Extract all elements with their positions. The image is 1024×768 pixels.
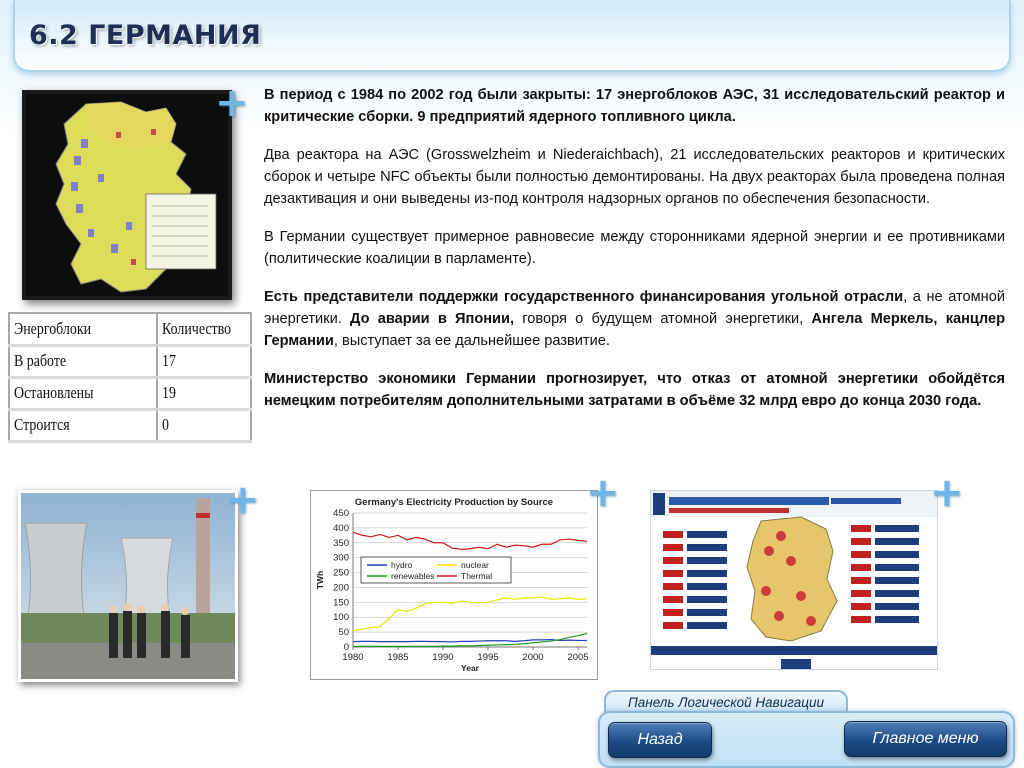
power-plant-illustration [21,493,235,679]
col-header-count: Количество [161,318,231,338]
back-button[interactable]: Назад [608,722,712,758]
text-segment: , а не атомной энергетики. [264,289,1005,327]
x-axis-label: Year [461,663,479,673]
y-tick-label: 300 [333,552,349,564]
y-axis-label: TWh [315,570,325,590]
navigation-panel-label: Панель Логической Навигации [604,690,848,714]
text-coal-support: Есть представители поддержки государственного финансирования угольной отрасли [264,289,904,305]
y-tick-label: 150 [333,597,349,609]
legend-label: hydro [391,560,413,570]
expand-npp-map-icon[interactable]: + [930,470,964,516]
y-tick-label: 50 [338,627,349,639]
paragraph-closures: В период с 1984 по 2002 год были закрыты: 17 энергоблоков АЭС, 31 исследовательский реактор и критические сборки. 9 предприятий ядерного топливного цикла. [264,87,1005,125]
page-title: 6.2 ГЕРМАНИЯ [29,20,262,51]
expand-map-icon[interactable]: + [215,80,249,126]
y-tick-label: 400 [333,522,349,534]
y-tick-label: 250 [333,567,349,579]
legend-label: Thermal [461,571,493,581]
x-tick-label: 2005 [567,652,589,663]
germany-map-image[interactable] [22,90,232,300]
x-tick-label: 1990 [432,652,454,663]
main-menu-button[interactable]: Главное меню [844,721,1007,757]
row-label-shutdown: Остановлены [14,383,94,402]
table-row [9,409,251,441]
paragraph-forecast: Министерство экономики Германии прогнозирует, что отказ от атомной энергетики обойдётся немецким потребителям дополнительными затратами в объёме 32 млрд евро до конца 2030 года. [264,371,1005,409]
x-tick-label: 1980 [342,652,364,663]
row-value-operating: 17 [161,351,176,370]
row-value-shutdown: 19 [161,383,176,402]
power-plant-photo[interactable] [18,490,238,682]
reactor-units-table [8,312,252,443]
table-row [9,345,251,377]
col-header-units: Энергоблоки [14,318,92,338]
paragraph-politics [264,286,1005,352]
germany-map-illustration [26,94,228,296]
x-tick-label: 1985 [387,652,409,663]
text-segment: , выступает за ее дальнейшее развитие. [333,333,610,349]
main-text-body [264,84,1005,428]
x-tick-label: 2000 [522,652,544,663]
row-value-under-construction: 0 [161,415,169,434]
y-tick-label: 350 [333,537,349,549]
text-before-japan: До аварии в Японии, [350,311,515,327]
nuclear-plants-map-illustration [651,491,938,670]
paragraph-decommissioning: Два реактора на АЭС (Grosswelzheim и Niederaichbach), 21 исследовательских реакторов и критических сборок и четыре NFC объекты были полностью демонтированы. На двух реакторах была проведена полная дезактивация и они выведены из-под контроля надзорных органов по обеспечения безопасности. [264,147,1005,207]
text-merkel: Ангела Меркель, канцлер Германии [264,311,1006,349]
table-row [9,377,251,409]
legend-label: nuclear [461,560,489,570]
y-tick-label: 100 [333,612,349,624]
legend-label: renewables [391,571,435,581]
paragraph-balance: В Германии существует примерное равновесие между сторонниками ядерной энергии и ее противниками (политические коалиции в парламенте). [264,229,1005,267]
navigation-panel [598,711,1015,768]
table-header-row [9,313,251,345]
y-tick-label: 450 [333,508,349,519]
header-bar [13,0,1011,72]
expand-photo-icon[interactable]: + [226,477,260,523]
row-label-operating: В работе [14,351,67,370]
chart-title: Germany's Electricity Production by Source [354,497,554,508]
series-line-thermal [353,532,587,549]
chart-plot [311,491,597,679]
electricity-production-chart[interactable] [310,490,598,680]
text-segment: говоря о будущем атомной энергетики, [514,311,812,327]
y-tick-label: 200 [333,582,349,594]
nuclear-plants-map-image[interactable] [650,490,938,670]
y-tick-label: 0 [343,642,349,653]
expand-chart-icon[interactable]: + [586,470,620,516]
row-label-under-construction: Строится [14,415,70,434]
x-tick-label: 1995 [477,652,499,663]
